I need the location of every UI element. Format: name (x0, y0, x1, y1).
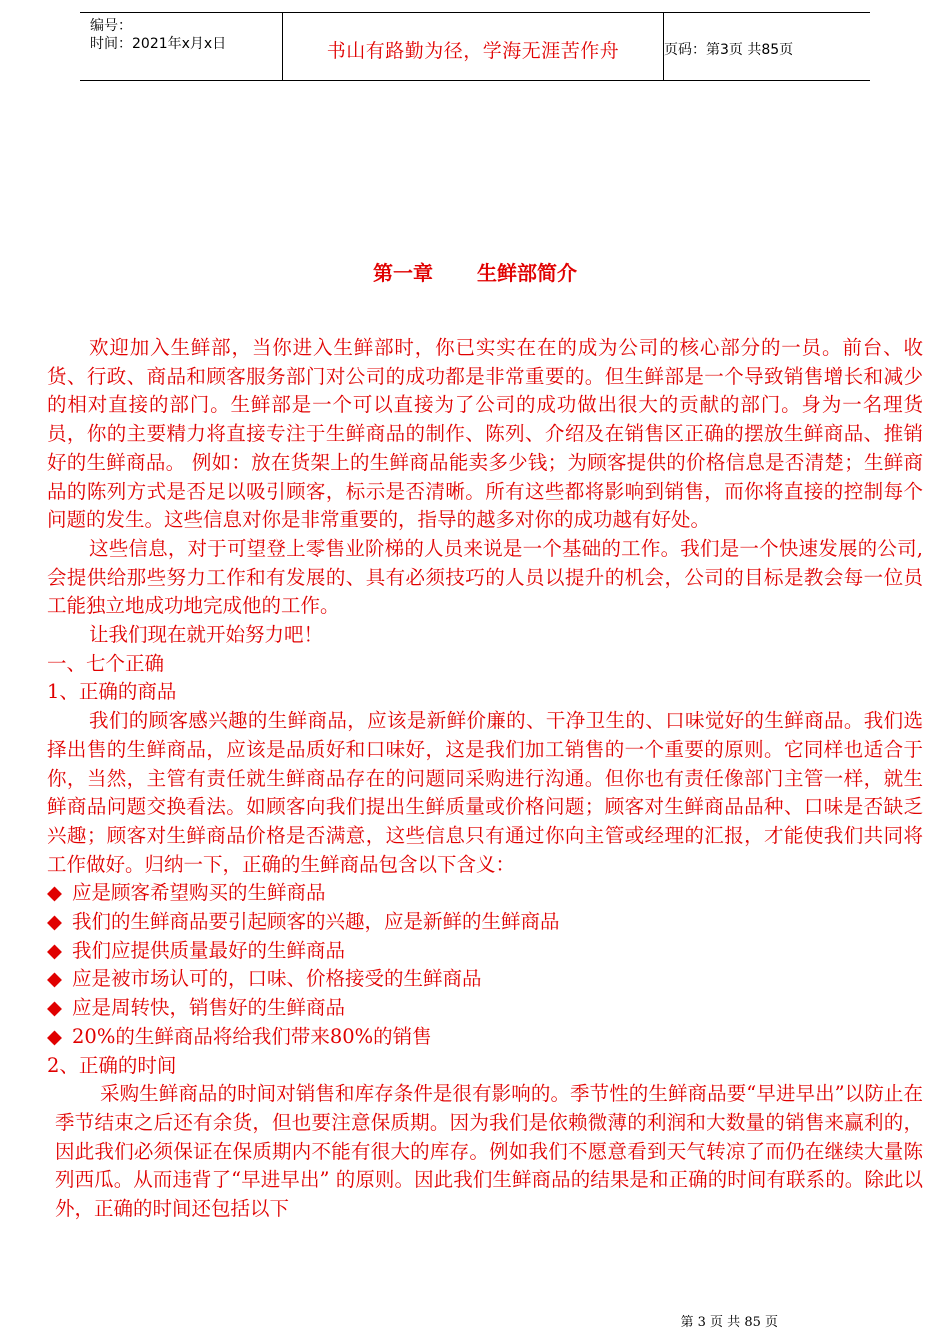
intro-paragraph-3: 让我们现在就开始努力吧！ (89, 623, 324, 647)
bullet-text: 应是周转快，销售好的生鲜商品 (72, 996, 346, 1020)
section-heading: 一、七个正确 (47, 651, 165, 675)
header-meta (90, 17, 226, 53)
diamond-bullet-icon: ◆ (47, 938, 62, 962)
diamond-bullet-icon: ◆ (47, 881, 62, 905)
header-page-code: 页码：第3页 共85页 (664, 42, 794, 58)
diamond-bullet-icon: ◆ (47, 996, 62, 1020)
bullet-item (47, 879, 923, 908)
diamond-bullet-icon: ◆ (47, 910, 62, 934)
bullet-text: 应是顾客希望购买的生鲜商品 (72, 881, 326, 905)
header-number-label: 编号： (90, 18, 132, 34)
bullet-text: 我们应提供质量最好的生鲜商品 (72, 938, 346, 962)
bullet-text: 20%的生鲜商品将给我们带来80%的销售 (72, 1024, 432, 1048)
bullet-text: 应是被市场认可的，口味、价格接受的生鲜商品 (72, 967, 482, 991)
document-body (47, 334, 923, 1224)
bullet-item (47, 965, 923, 994)
subsection-1-paragraph: 我们的顾客感兴趣的生鲜商品，应该是新鲜价廉的、干净卫生的、口味觉好的生鲜商品。我们选择出售的生鲜商品，应该是品质好和口味好，这是我们加工销售的一个重要的原则。它同样也适合于你，当然，主管有责任就生鲜商品存在的问题同采购进行沟通。但你也有责任像部门主管一样，就生鲜商品问题交换看法。如顾客向我们提出生鲜质量或价格问题；顾客对生鲜商品品种、口味是否缺乏兴趣；顾客对生鲜商品价格是否满意，这些信息只有通过你向主管或经理的汇报，才能使我们共同将工作做好。归纳一下，正确的生鲜商品包含以下含义： (47, 709, 923, 876)
subsection-2-paragraph: 采购生鲜商品的时间对销售和库存条件是很有影响的。季节性的生鲜商品要“早进早出”以防止在季节结束之后还有余货，但也要注意保质期。因为我们是依赖微薄的利润和大数量的销售来赢利的，因此我们必须保证在保质期内不能有很大的库存。例如我们不愿意看到天气转凉了而仍在继续大量陈列西瓜。从而违背了“早进早出” 的原则。因此我们生鲜商品的结果是和正确的时间有联系的。除此以外，正确的时间还包括以下 (55, 1082, 923, 1221)
chapter-number: 第一章 (373, 261, 433, 285)
bullet-item (47, 937, 923, 966)
subsection-heading-2: 2、正确的时间 (47, 1053, 177, 1077)
bullet-item (47, 1023, 923, 1052)
page-footer: 第 3 页 共 85 页 (680, 1315, 778, 1330)
page-header (80, 12, 870, 81)
diamond-bullet-icon: ◆ (47, 1024, 62, 1048)
bullet-item (47, 994, 923, 1023)
chapter-name: 生鲜部简介 (477, 261, 577, 285)
intro-paragraph-2: 这些信息，对于可望登上零售业阶梯的人员来说是一个基础的工作。我们是一个快速发展的公司,会提供给那些努力工作和有发展的、具有必须技巧的人员以提升的机会，公司的目标是教会每一位员工能独立地成功地完成他的工作。 (47, 536, 923, 618)
header-motto: 书山有路勤为径，学海无涯苦作舟 (326, 40, 620, 62)
chapter-title (0, 257, 950, 286)
header-time-label: 时间：2021年x月x日 (90, 36, 227, 52)
bullet-item (47, 908, 923, 937)
subsection-heading-1: 1、正确的商品 (47, 680, 177, 704)
intro-paragraph-1: 欢迎加入生鲜部，当你进入生鲜部时，你已实实在在的成为公司的核心部分的一员。前台、收货、行政、商品和顾客服务部门对公司的成功都是非常重要的。但生鲜部是一个导致销售增长和减少的相对直接的部门。生鲜部是一个可以直接为了公司的成功做出很大的贡献的部门。身为一名理货员，你的主要精力将直接专注于生鲜商品的制作、陈列、介绍及在销售区正确的摆放生鲜商品、推销好的生鲜商品。 例如：放在货架上的生鲜商品能卖多少钱；为顾客提供的价格信息是否清楚；生鲜商品的陈列方式是否足以吸引顾客，标示是否清晰。所有这些都将影响到销售，而你将直接的控制每个问题的发生。这些信息对你是非常重要的，指导的越多对你的成功越有好处。 (47, 336, 923, 532)
bullet-text: 我们的生鲜商品要引起顾客的兴趣，应是新鲜的生鲜商品 (72, 910, 560, 934)
diamond-bullet-icon: ◆ (47, 967, 62, 991)
